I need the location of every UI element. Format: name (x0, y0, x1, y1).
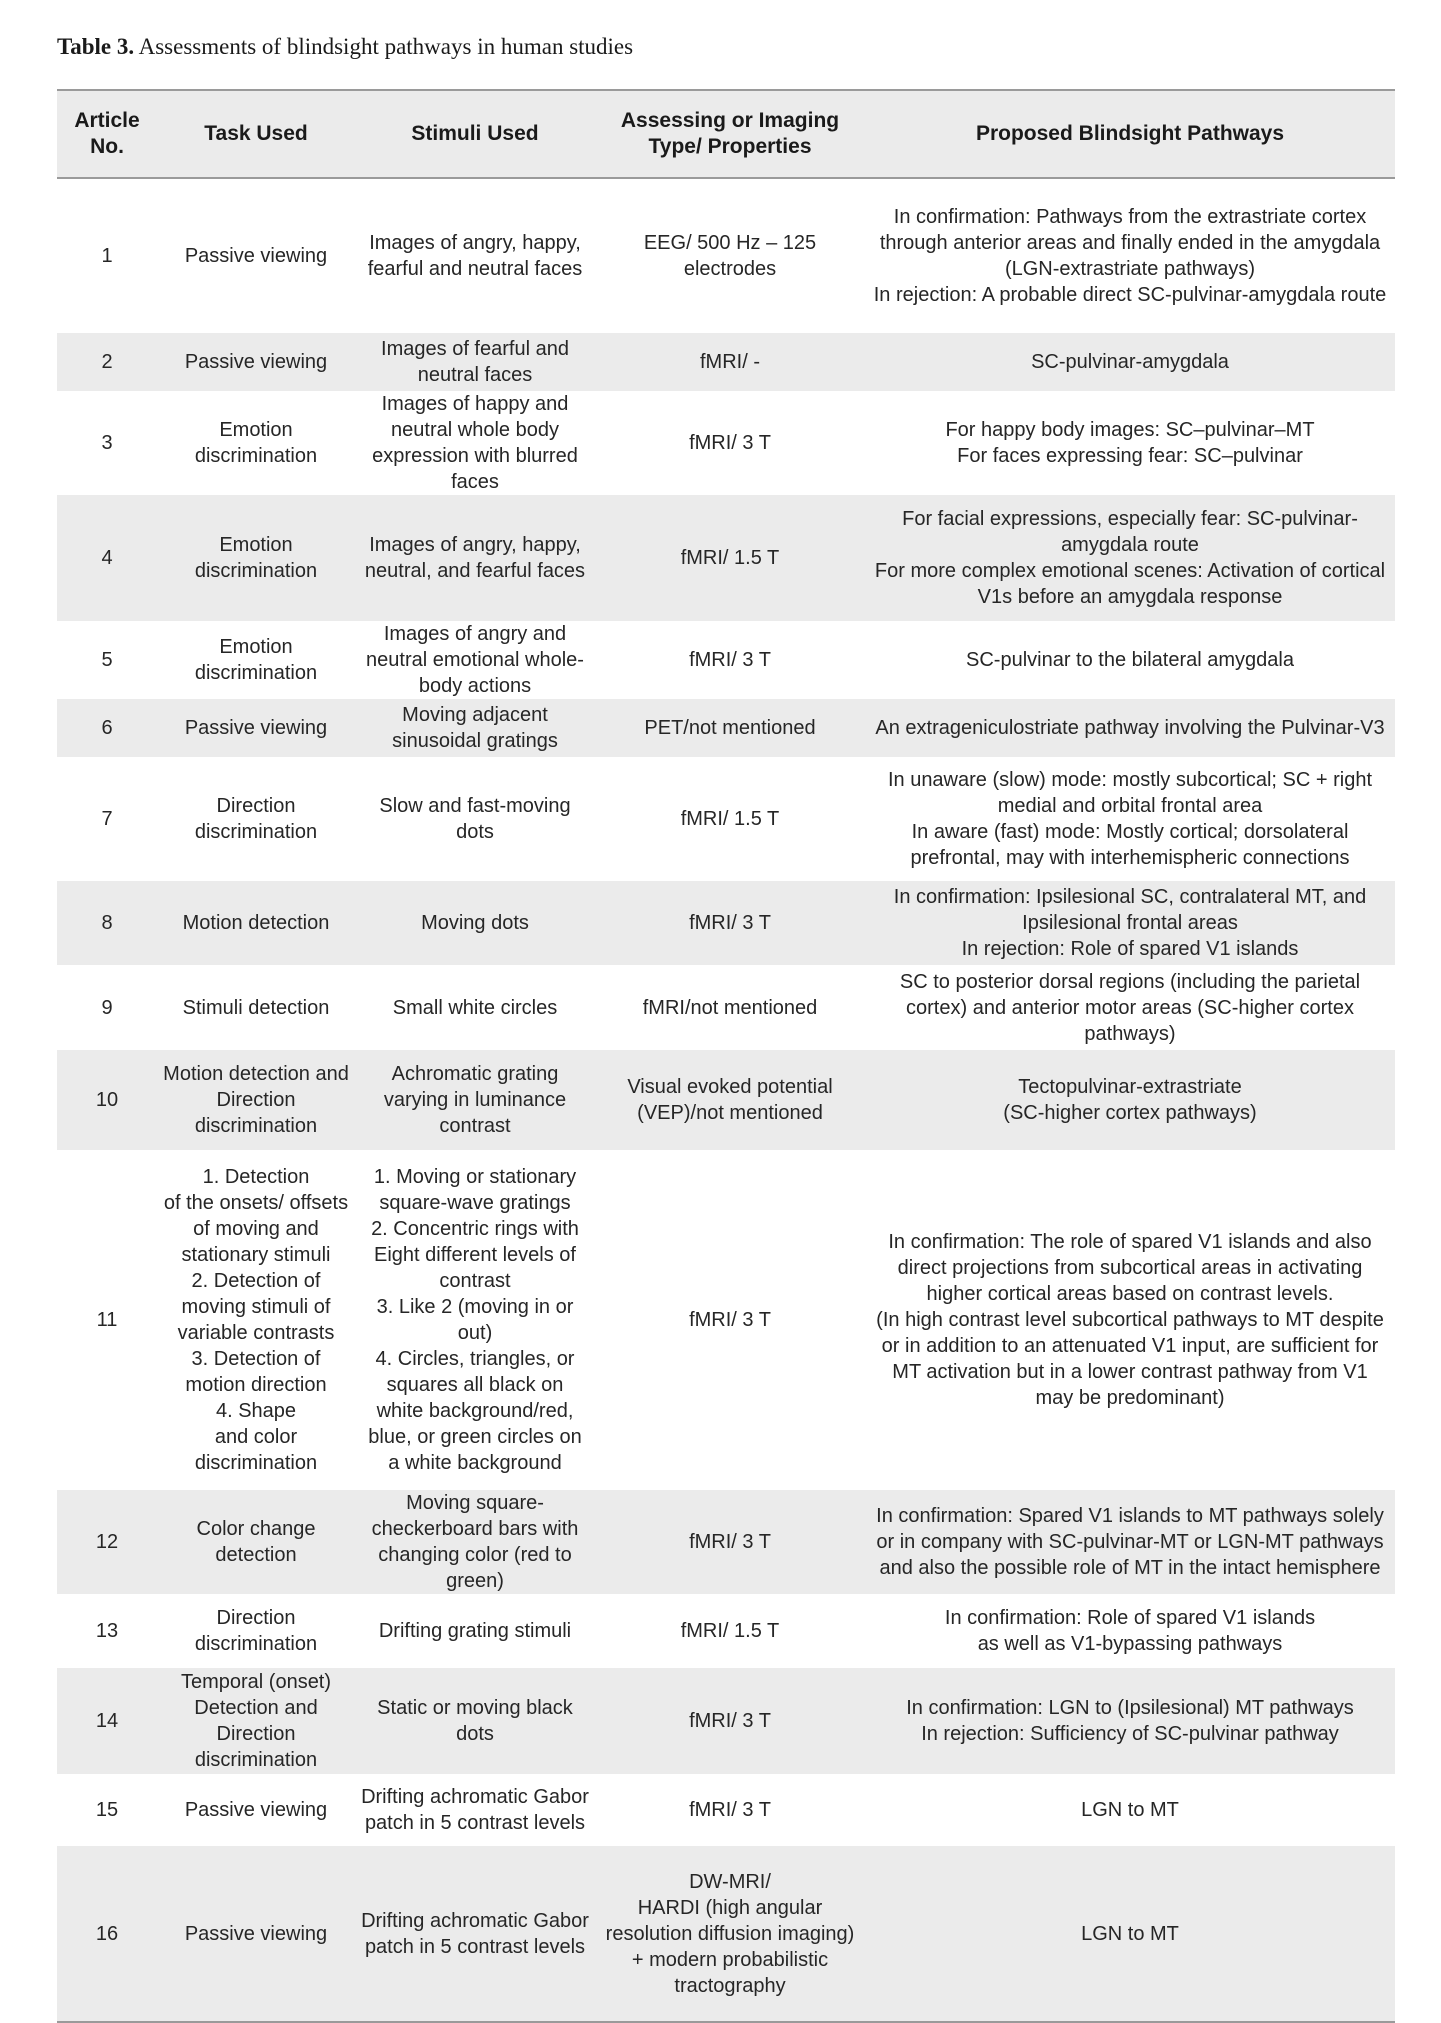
cell-task: Temporal (onset) Detection and Direction discrimination (157, 1668, 355, 1774)
cell-pathways: An extrageniculostriate pathway involving the Pulvinar-V3 (865, 699, 1395, 757)
cell-pathways: In unaware (slow) mode: mostly subcortical; SC + right medial and orbital frontal area In aware (fast) mode: Mostly cortical; dorsolateral prefrontal, may with interhemispheric connections (887, 769, 1373, 869)
cell-stimuli: Images of angry, happy, neutral, and fearful faces (355, 495, 595, 621)
table-row (57, 699, 1395, 757)
cell-article-no: 7 (101, 808, 113, 830)
cell-article-no: 15 (95, 1799, 119, 1821)
cell-stimuli: Drifting achromatic Gabor patch in 5 contrast levels (361, 1786, 589, 1834)
cell-task: Passive viewing (184, 1799, 328, 1821)
cell-imaging: fMRI/ 3 T (595, 1668, 865, 1774)
table-caption (57, 34, 633, 60)
cell-task: 1. Detection of the onsets/ offsets of moving and stationary stimuli 2. Detection of moving stimuli of variable contrasts 3. Detection of motion direction 4. Shape and color discrimination (163, 1166, 349, 1474)
table-row (57, 391, 1395, 495)
cell-imaging: fMRI/ 3 T (689, 1799, 771, 1821)
table-row (57, 881, 1395, 965)
cell-article-no: 13 (95, 1620, 119, 1642)
table-caption-label: Table 3. (57, 34, 135, 59)
cell-article-no: 1 (101, 245, 113, 267)
cell-task: Passive viewing (184, 245, 328, 267)
cell-pathways: SC-pulvinar-amygdala (865, 333, 1395, 391)
cell-task: Color change detection (157, 1490, 355, 1594)
cell-stimuli: Images of angry, happy, fearful and neutral faces (367, 232, 583, 280)
cell-article-no: 5 (101, 649, 113, 671)
table-caption-text: Assessments of blindsight pathways in human studies (134, 34, 634, 59)
cell-imaging: fMRI/ - (595, 333, 865, 391)
cell-article-no: 16 (57, 1846, 157, 2022)
cell-task: Emotion discrimination (157, 495, 355, 621)
table-row (57, 1846, 1395, 2022)
cell-stimuli: Images of happy and neutral whole body expression with blurred faces (372, 393, 578, 493)
table-row (57, 1668, 1395, 1774)
cell-article-no: 9 (101, 996, 113, 1019)
cell-pathways: SC-pulvinar to the bilateral amygdala (966, 649, 1294, 671)
cell-stimuli: Static or moving black dots (355, 1668, 595, 1774)
cell-stimuli: 1. Moving or stationary square-wave gratings 2. Concentric rings with Eight different levels of contrast 3. Like 2 (moving in or out) 4. Circles, triangles, or squares all black on white background/red, blue, or green circles on a white background (368, 1166, 582, 1474)
cell-imaging: EEG/ 500 Hz – 125 electrodes (643, 232, 817, 280)
cell-pathways: In confirmation: Spared V1 islands to MT pathways solely or in company with SC-pulvinar-MT or LGN-MT pathways and also the possible role of MT in the intact hemisphere (865, 1490, 1395, 1594)
cell-imaging: fMRI/ 3 T (689, 649, 771, 671)
cell-imaging: fMRI/ 3 T (689, 1309, 771, 1331)
cell-pathways: In confirmation: The role of spared V1 islands and also direct projections from subcortical areas in activating higher cortical areas based on contrast levels. (In high contrast level subcortical pathways to MT despite or in addition to an attenuated V1 input, are sufficient for MT activation but in a lower contrast pathway from V1 may be predominant) (876, 1231, 1384, 1409)
cell-task: Passive viewing (157, 699, 355, 757)
table-row (57, 1050, 1395, 1150)
cell-article-no: 11 (96, 1309, 118, 1331)
cell-task: Passive viewing (157, 333, 355, 391)
table-row (57, 1150, 1395, 1490)
cell-task: Motion detection and Direction discrimination (157, 1050, 355, 1150)
cell-task: Passive viewing (157, 1846, 355, 2022)
cell-pathways: LGN to MT (1081, 1799, 1179, 1821)
cell-article-no: 14 (57, 1668, 157, 1774)
table-row (57, 1490, 1395, 1594)
cell-pathways: Tectopulvinar-extrastriate (SC-higher cortex pathways) (865, 1050, 1395, 1150)
cell-article-no: 10 (57, 1050, 157, 1150)
cell-task: Direction discrimination (194, 795, 318, 843)
cell-article-no: 12 (57, 1490, 157, 1594)
cell-imaging: fMRI/ 3 T (595, 1490, 865, 1594)
table-row (57, 757, 1395, 881)
cell-stimuli: Slow and fast-moving dots (379, 795, 571, 843)
cell-imaging: fMRI/not mentioned (642, 996, 818, 1019)
cell-imaging: Visual evoked potential (VEP)/not mentioned (595, 1050, 865, 1150)
table-row (57, 1594, 1395, 1668)
cell-imaging: fMRI/ 1.5 T (680, 808, 780, 830)
cell-imaging: PET/not mentioned (595, 699, 865, 757)
cell-article-no: 3 (101, 432, 113, 454)
cell-task: Direction discrimination (194, 1607, 318, 1655)
header-article-no: Article No. (57, 90, 157, 178)
cell-pathways: SC to posterior dorsal regions (including the parietal cortex) and anterior motor areas (SC-higher cortex pathways) (899, 970, 1361, 1045)
cell-task: Stimuli detection (182, 996, 330, 1019)
cell-article-no: 4 (57, 495, 157, 621)
table-row (57, 333, 1395, 391)
cell-imaging: fMRI/ 1.5 T (595, 495, 865, 621)
cell-pathways: In confirmation: Pathways from the extrastriate cortex through anterior areas and finally ended in the amygdala (LGN-extrastriate pathways) In rejection: A probable direct SC-pulvinar-amygdala route (873, 206, 1387, 306)
cell-imaging: fMRI/ 1.5 T (680, 1620, 780, 1642)
cell-task: Motion detection (157, 881, 355, 965)
table-row (57, 965, 1395, 1050)
cell-article-no: 8 (57, 881, 157, 965)
table-row (57, 495, 1395, 621)
header-task-used: Task Used (157, 90, 355, 178)
cell-pathways: In confirmation: LGN to (Ipsilesional) MT pathways In rejection: Sufficiency of SC-pulvinar pathway (865, 1668, 1395, 1774)
header-proposed-pathways: Proposed Blindsight Pathways (865, 90, 1395, 178)
cell-stimuli: Drifting grating stimuli (378, 1620, 572, 1642)
table-row (57, 1774, 1395, 1846)
blindsight-pathways-table (57, 89, 1395, 2023)
cell-task: Emotion discrimination (194, 636, 318, 684)
cell-article-no: 2 (57, 333, 157, 391)
cell-task: Emotion discrimination (194, 419, 318, 467)
cell-pathways: In confirmation: Ipsilesional SC, contralateral MT, and Ipsilesional frontal areas In rejection: Role of spared V1 islands (865, 881, 1395, 965)
cell-imaging: DW-MRI/ HARDI (high angular resolution diffusion imaging) + modern probabilistic tractography (595, 1846, 865, 2022)
header-imaging-type: Assessing or Imaging Type/ Properties (595, 90, 865, 178)
table-row (57, 621, 1395, 699)
cell-stimuli: Images of angry and neutral emotional whole-body actions (366, 623, 584, 697)
header-stimuli-used: Stimuli Used (355, 90, 595, 178)
cell-imaging: fMRI/ 3 T (689, 432, 771, 454)
cell-stimuli: Images of fearful and neutral faces (355, 333, 595, 391)
cell-pathways: LGN to MT (865, 1846, 1395, 2022)
cell-stimuli: Achromatic grating varying in luminance contrast (355, 1050, 595, 1150)
cell-imaging: fMRI/ 3 T (595, 881, 865, 965)
cell-stimuli: Small white circles (392, 996, 558, 1019)
table-row (57, 178, 1395, 333)
cell-pathways: For facial expressions, especially fear: SC-pulvinar-amygdala route For more complex emotional scenes: Activation of cortical V1s before an amygdala response (865, 495, 1395, 621)
cell-stimuli: Moving adjacent sinusoidal gratings (355, 699, 595, 757)
cell-stimuli: Moving dots (355, 881, 595, 965)
cell-pathways: In confirmation: Role of spared V1 islands as well as V1-bypassing pathways (944, 1607, 1316, 1655)
cell-stimuli: Drifting achromatic Gabor patch in 5 contrast levels (355, 1846, 595, 2022)
table-header-row (57, 90, 1395, 178)
cell-article-no: 6 (57, 699, 157, 757)
cell-stimuli: Moving square-checkerboard bars with changing color (red to green) (355, 1490, 595, 1594)
cell-pathways: For happy body images: SC–pulvinar–MT For faces expressing fear: SC–pulvinar (945, 419, 1315, 467)
